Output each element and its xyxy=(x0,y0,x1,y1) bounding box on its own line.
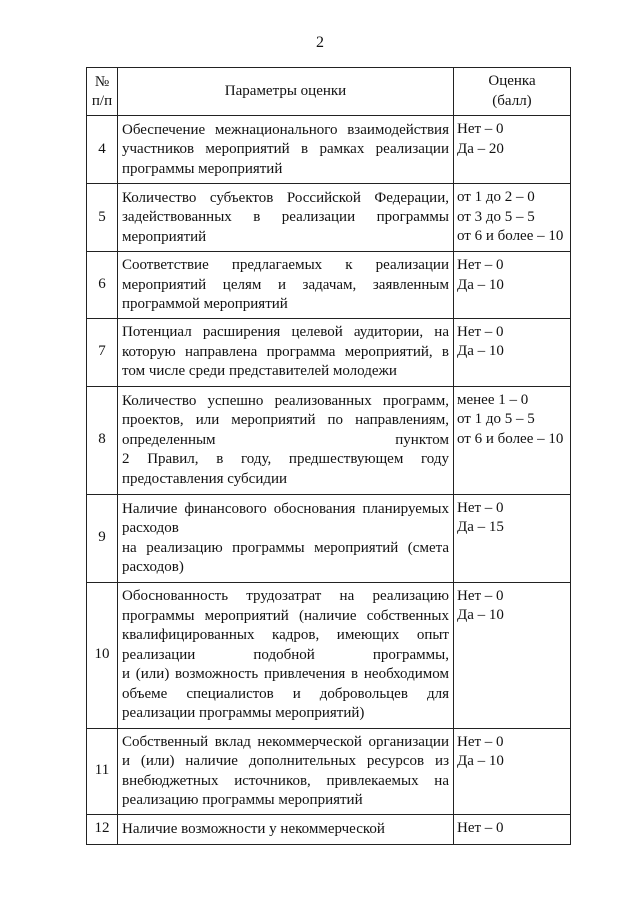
score-line: Нет – 0 xyxy=(457,499,504,516)
score-line: Нет – 0 xyxy=(457,257,504,273)
row-score xyxy=(454,116,571,184)
parameter-line: Потенциал расширения целевой аудитории, на xyxy=(122,324,449,341)
score-line: Нет – 0 xyxy=(457,733,504,750)
row-parameter xyxy=(118,252,454,319)
parameter-line: программы мероприятий (наличие собственных xyxy=(122,607,449,624)
score-line: от 1 до 5 – 5 xyxy=(457,411,535,427)
parameter-line: предоставления субсидии xyxy=(122,470,288,487)
row-number: 12 xyxy=(87,814,118,844)
row-parameter xyxy=(118,728,454,814)
row-parameter xyxy=(118,116,454,184)
row-parameter xyxy=(118,386,454,494)
parameter-line: том числе среди представителей молодежи xyxy=(122,363,397,380)
table-row xyxy=(87,184,571,252)
parameter-line: Наличие финансового обоснования планируемых xyxy=(122,500,449,517)
row-number: 10 xyxy=(87,582,118,728)
parameter-line: внебюджетных источников, привлекаемых на xyxy=(122,772,449,789)
row-number: 5 xyxy=(87,184,118,252)
row-score xyxy=(454,184,571,252)
parameter-line: Собственный вклад некоммерческой организации xyxy=(122,733,449,750)
parameter-line: Количество успешно реализованных программ, xyxy=(122,392,449,409)
table-row xyxy=(87,494,571,582)
evaluation-table xyxy=(86,67,571,845)
score-line: от 6 и более – 10 xyxy=(457,228,564,244)
parameter-line: реализации подобной программы, xyxy=(122,646,449,663)
row-number: 11 xyxy=(87,728,118,814)
score-line: от 6 и более – 10 xyxy=(457,430,564,447)
score-line: Нет – 0 xyxy=(457,819,504,836)
row-score xyxy=(454,728,571,814)
parameter-line: мероприятий целям и задачам, заявленным xyxy=(122,276,449,293)
row-score xyxy=(454,386,571,494)
header-score xyxy=(454,68,571,116)
parameter-line: программы мероприятий xyxy=(122,160,283,177)
parameter-line: программой мероприятий xyxy=(122,296,288,312)
score-line: от 1 до 2 – 0 xyxy=(457,189,535,205)
table-row xyxy=(87,582,571,728)
parameter-line: Обоснованность трудозатрат на реализацию xyxy=(122,588,449,605)
table-row xyxy=(87,116,571,184)
table-row xyxy=(87,814,571,844)
table-header-row xyxy=(87,68,571,116)
row-number: 7 xyxy=(87,318,118,386)
score-line: Да – 10 xyxy=(457,276,504,293)
parameter-line: которую направлена программа мероприятий, в xyxy=(122,343,449,360)
parameter-line: реализацию программы мероприятий xyxy=(122,792,363,808)
row-number: 4 xyxy=(87,116,118,184)
header-number xyxy=(87,68,118,116)
parameter-line: реализации программы мероприятий) xyxy=(122,705,365,722)
row-parameter xyxy=(118,318,454,386)
table-row xyxy=(87,728,571,814)
score-line: Да – 15 xyxy=(457,519,504,535)
parameter-line: определенным пунктом xyxy=(122,431,449,448)
score-line: Да – 10 xyxy=(457,607,504,623)
parameter-line: задействованных в реализации программы xyxy=(122,209,449,226)
row-parameter xyxy=(118,184,454,252)
parameter-line: 2 Правил, в году, предшествующем году xyxy=(122,451,449,468)
score-line: от 3 до 5 – 5 xyxy=(457,208,535,225)
table-row xyxy=(87,318,571,386)
row-number: 8 xyxy=(87,386,118,494)
header-params: Параметры оценки xyxy=(118,68,454,116)
parameter-line: Наличие возможности у некоммерческой xyxy=(122,820,385,837)
row-score xyxy=(454,582,571,728)
score-line: Нет – 0 xyxy=(457,121,504,137)
row-score xyxy=(454,494,571,582)
row-number: 9 xyxy=(87,494,118,582)
parameter-line: и (или) наличие дополнительных ресурсов из xyxy=(122,753,449,769)
row-score xyxy=(454,814,571,844)
score-line: Да – 10 xyxy=(457,753,504,769)
score-line: Да – 20 xyxy=(457,140,504,157)
parameter-line: расходов) xyxy=(122,559,184,575)
row-number: 6 xyxy=(87,252,118,319)
table-row xyxy=(87,252,571,319)
score-line: Нет – 0 xyxy=(457,323,504,340)
parameter-line: участников мероприятий в рамках реализации xyxy=(122,141,449,158)
header-number-line2: п/п xyxy=(91,92,113,109)
parameter-line: Количество субъектов Российской Федерации, xyxy=(122,189,449,206)
table-row xyxy=(87,386,571,494)
row-score xyxy=(454,252,571,319)
parameter-line: и (или) возможность привлечения в необходимом xyxy=(122,666,449,683)
score-line: менее 1 – 0 xyxy=(457,391,529,408)
parameter-line: на реализацию программы мероприятий (смета xyxy=(122,539,449,556)
row-score xyxy=(454,318,571,386)
parameter-line: квалифицированных кадров, имеющих опыт xyxy=(122,627,449,644)
header-score-line1: Оценка xyxy=(488,73,536,89)
header-number-line1: № xyxy=(94,73,110,90)
parameter-line: мероприятий xyxy=(122,228,207,245)
parameter-line: объеме специалистов и добровольцев для xyxy=(122,685,449,702)
row-parameter xyxy=(118,494,454,582)
row-parameter xyxy=(118,814,454,844)
page-number: 2 xyxy=(316,34,324,51)
parameter-line: Обеспечение межнационального взаимодействия xyxy=(122,121,449,138)
parameter-line: Соответствие предлагаемых к реализации xyxy=(122,257,449,273)
parameter-line: проектов, или мероприятий по направлениям, xyxy=(122,412,449,429)
score-line: Нет – 0 xyxy=(457,587,504,604)
parameter-line: расходов xyxy=(122,520,179,536)
score-line: Да – 10 xyxy=(457,343,504,359)
header-score-line2: (балл) xyxy=(492,92,532,109)
row-parameter xyxy=(118,582,454,728)
